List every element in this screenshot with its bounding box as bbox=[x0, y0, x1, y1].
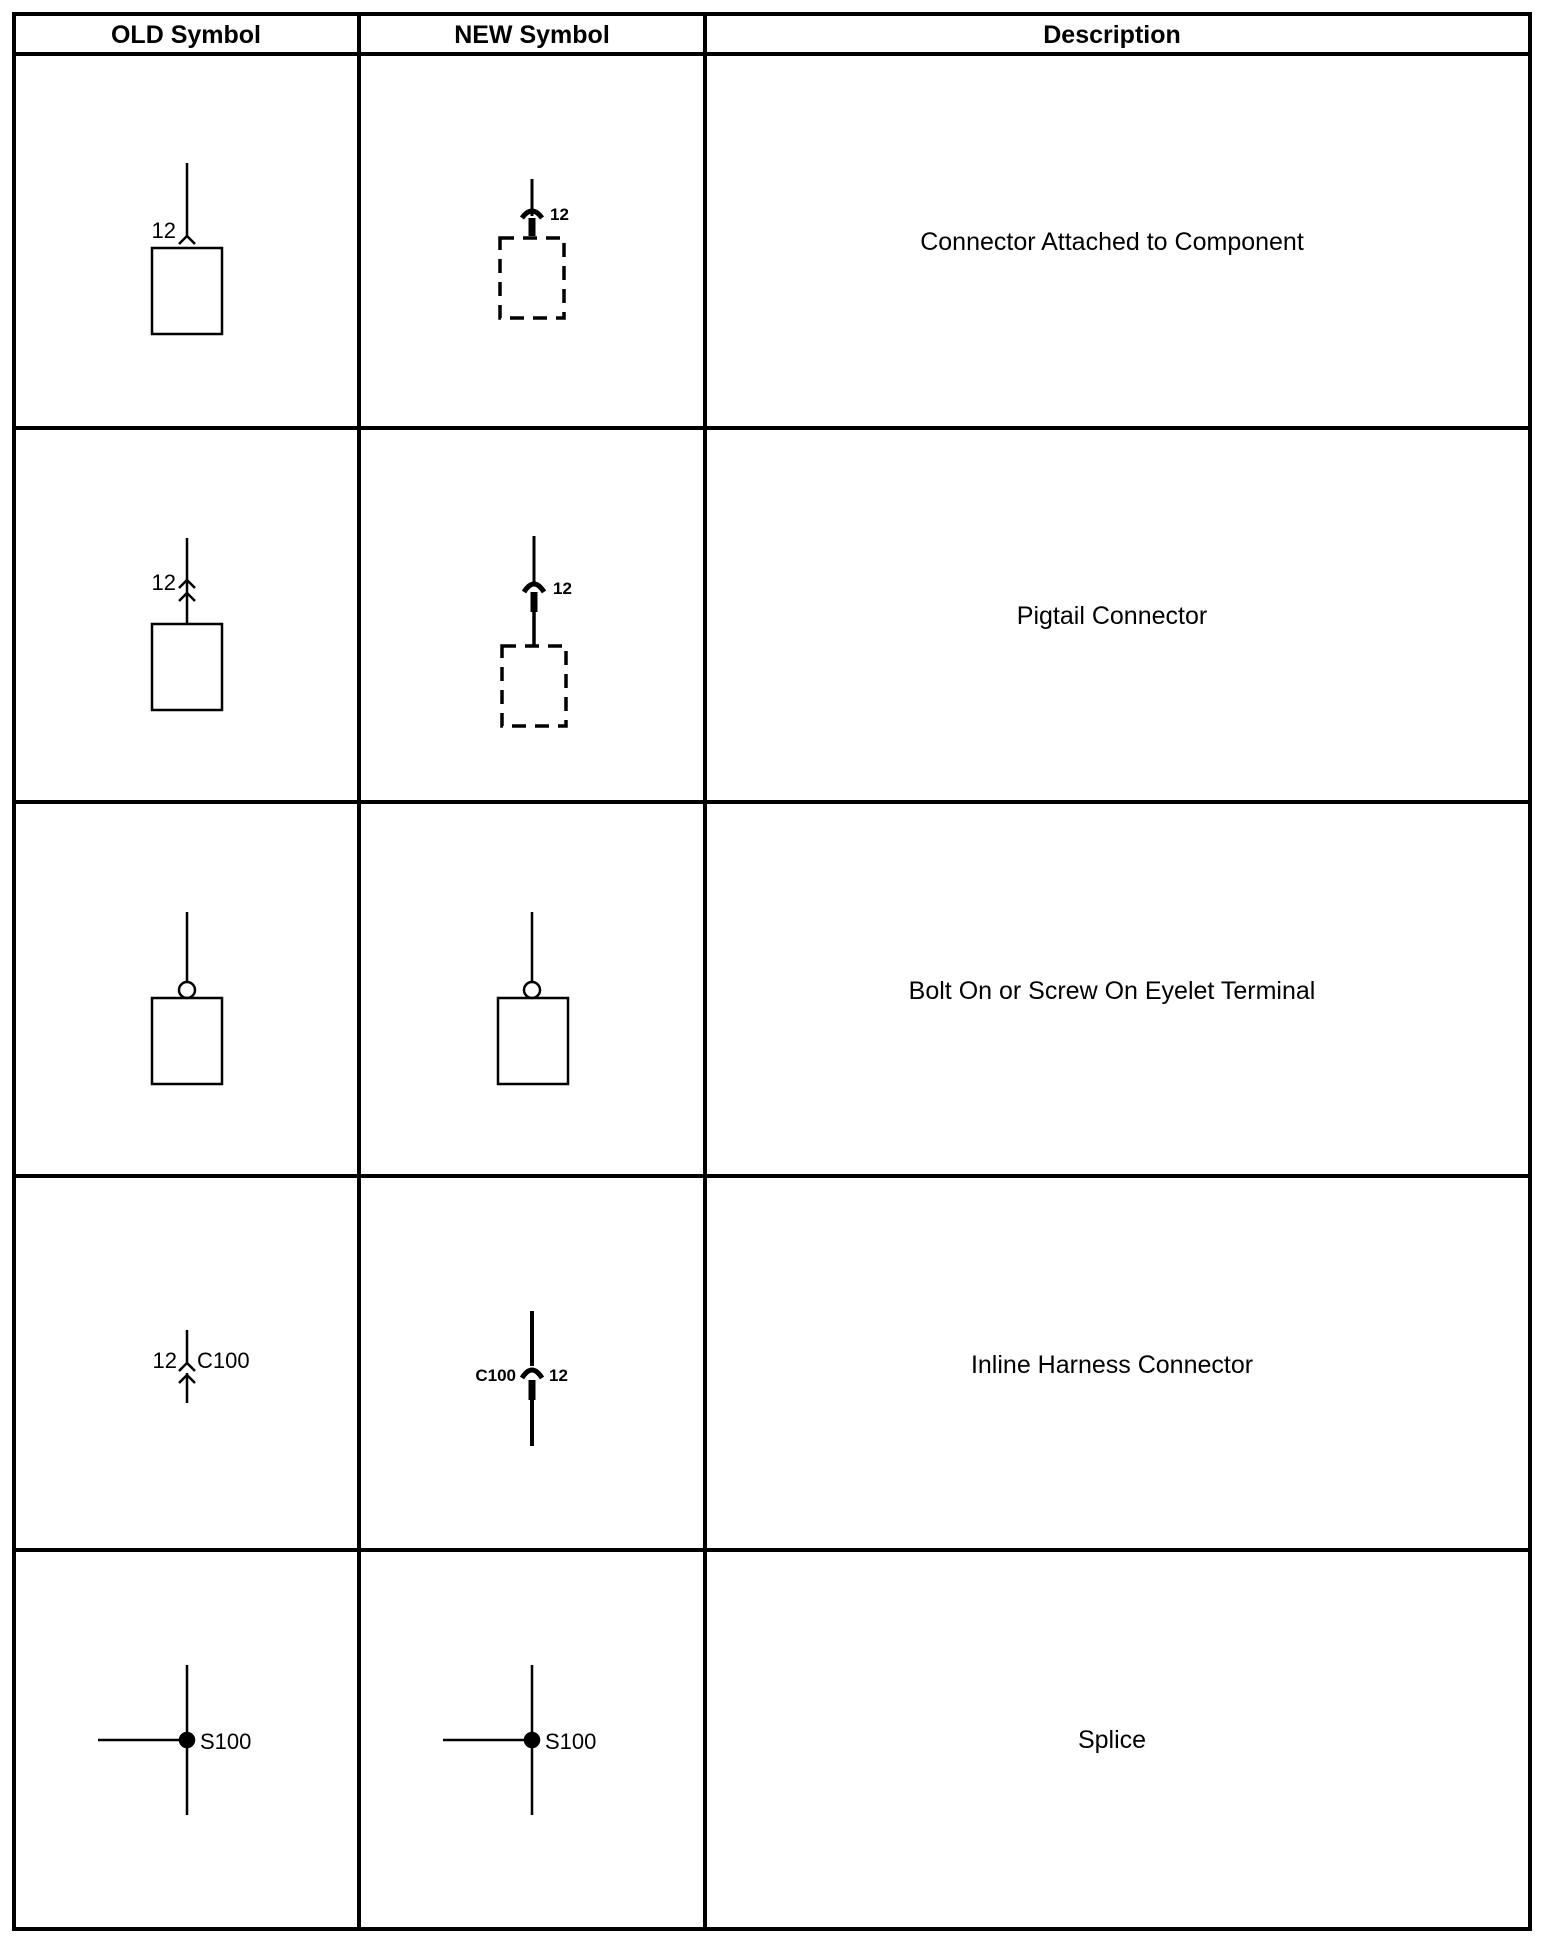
old-pin-label: 12 bbox=[152, 1348, 177, 1373]
old-pin-label: 12 bbox=[151, 218, 176, 243]
header-description: Description bbox=[1043, 21, 1181, 49]
old-pigtail-symbol bbox=[152, 538, 222, 710]
table-border bbox=[14, 14, 1530, 1929]
table-row bbox=[152, 912, 1315, 1084]
table-row bbox=[152, 163, 1304, 334]
table-row bbox=[152, 536, 1208, 726]
old-splice-symbol bbox=[98, 1665, 194, 1815]
old-inline-connector-symbol bbox=[179, 1330, 195, 1403]
new-splice-symbol bbox=[443, 1665, 539, 1815]
new-connector-attached-symbol bbox=[500, 179, 564, 318]
table-grid bbox=[14, 14, 1530, 1929]
new-eyelet-terminal-symbol bbox=[498, 912, 568, 1084]
row-description: Connector Attached to Component bbox=[920, 228, 1304, 256]
new-pin-label: 12 bbox=[550, 205, 569, 224]
row-description: Pigtail Connector bbox=[1016, 602, 1208, 630]
row-description: Inline Harness Connector bbox=[970, 1351, 1254, 1379]
old-eyelet-terminal-symbol bbox=[152, 912, 222, 1084]
old-splice-id: S100 bbox=[200, 1729, 252, 1754]
new-pin-label: 12 bbox=[553, 579, 572, 598]
header-old-symbol: OLD Symbol bbox=[110, 21, 262, 49]
table-row bbox=[153, 1311, 1254, 1446]
new-pin-label: 12 bbox=[549, 1366, 568, 1385]
row-description: Splice bbox=[1077, 1726, 1147, 1754]
old-connector-attached-symbol bbox=[152, 163, 222, 334]
new-pigtail-symbol bbox=[502, 536, 566, 726]
new-splice-id: S100 bbox=[545, 1729, 597, 1754]
old-connector-id: C100 bbox=[197, 1348, 250, 1373]
header-new-symbol: NEW Symbol bbox=[454, 21, 610, 49]
header-row bbox=[111, 21, 1181, 49]
row-description: Bolt On or Screw On Eyelet Terminal bbox=[908, 977, 1316, 1005]
table-row bbox=[98, 1665, 1146, 1815]
old-pin-label: 12 bbox=[151, 570, 176, 595]
new-inline-connector-symbol bbox=[522, 1311, 542, 1446]
new-connector-id: C100 bbox=[475, 1366, 516, 1385]
